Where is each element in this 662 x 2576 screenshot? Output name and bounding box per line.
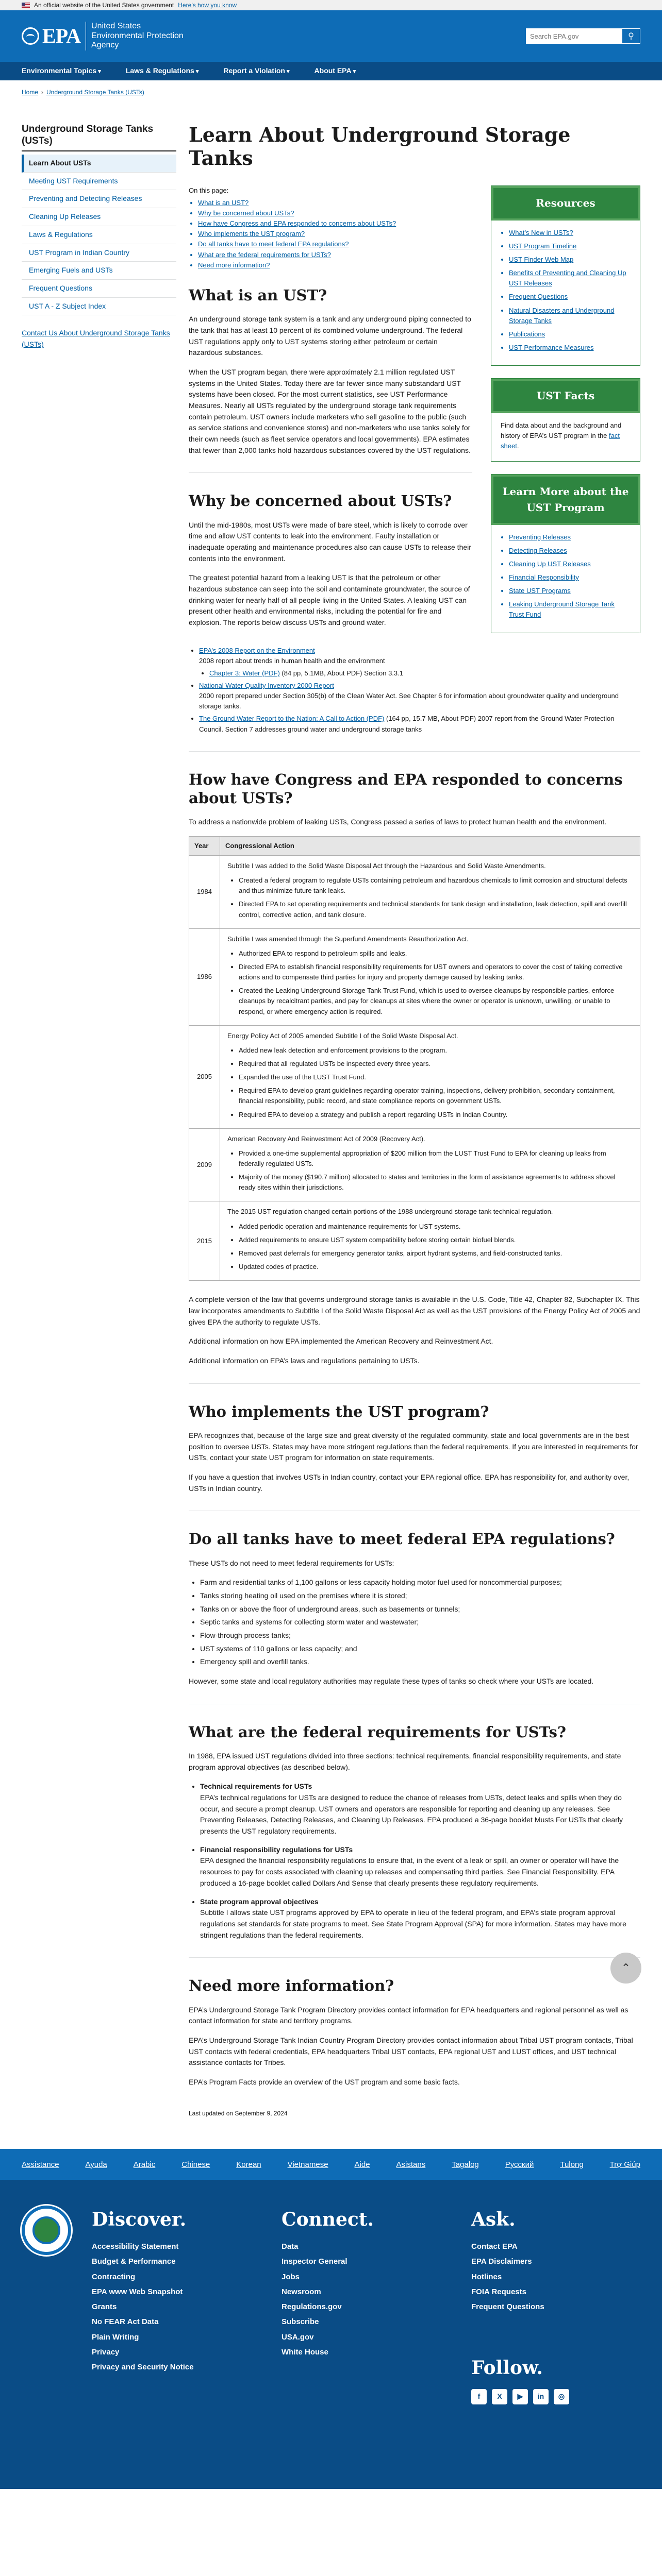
list-item [200, 1896, 640, 1941]
on-this-page-label: On this page: [189, 186, 229, 194]
year-cell: 2005 [189, 1025, 220, 1128]
sidebar [22, 123, 176, 2149]
footer-heading: Discover. [92, 2209, 187, 2231]
otp-link[interactable]: • How have Congress and EPA responded to concerns about USTs? [198, 218, 472, 229]
sidebar-item-emerging-fuels[interactable]: Emerging Fuels and USTs [22, 262, 176, 280]
requirement-title: • Financial responsibility regulations for USTs [200, 1845, 353, 1854]
youtube-icon[interactable]: ▶ [512, 2389, 528, 2404]
footer-link[interactable]: Hotlines [471, 2272, 502, 2281]
report-desc: 2008 report about trends in human health and the environment [199, 656, 385, 665]
language-link[interactable]: Tulong [560, 2160, 584, 2169]
sidebar-contact-link[interactable]: Contact Us About Underground Storage Tanks (USTs) [22, 329, 170, 348]
learn-more-link[interactable]: • Financial Responsibility [509, 572, 631, 583]
action-item: • Added periodic operation and maintenance requirements for UST systems. [239, 1222, 633, 1232]
x-icon[interactable]: X [492, 2389, 507, 2404]
action-item: • Created the Leaking Underground Storage Tank Trust Fund, which is used to oversee cleanups by responsible parties, enforce cleanups by recalcitrant parties, and pay for cleanups at sites where the owner or operator is unknown, unwilling, or unable to respond, or where emergency action is required. [239, 986, 633, 1016]
table-row [189, 1025, 640, 1128]
paragraph: Until the mid-1980s, most USTs were made of bare steel, which is likely to corrode over time and allow UST contents to leak into the environment. Faulty installation or inadequate operating and maintenance procedures also can cause USTs to release their contents into the environment. [189, 520, 471, 563]
nav-environmental-topics[interactable]: Environmental Topics ▾ [22, 65, 101, 77]
footer-link[interactable]: USA.gov [282, 2332, 314, 2342]
list-item: • Flow-through process tanks; [200, 1630, 640, 1641]
action-item: • Majority of the money ($190.7 million) allocated to states and territories in the form of assistance agreements to address shovel ready sites within their jurisdictions. [239, 1172, 633, 1193]
paragraph: To address a nationwide problem of leaking USTs, Congress passed a series of laws to protect human health and the environment. [189, 818, 607, 826]
table-row [189, 856, 640, 929]
section-heading-more: Need more information? [189, 1977, 394, 1995]
report-desc: (164 pp, 15.7 MB, About PDF) 2007 report from the Ground Water Protection Council. Section 7 addresses ground water and underground storage tanks [199, 715, 615, 733]
language-link[interactable]: Aide [354, 2160, 370, 2169]
section-heading-why: Why be concerned about USTs? [189, 492, 452, 510]
table-row [189, 1201, 640, 1281]
last-updated: Last updated on September 9, 2024 [189, 2109, 288, 2117]
action-item: • Authorized EPA to respond to petroleum spills and leaks. [239, 948, 633, 959]
footer-heading: Connect. [282, 2209, 374, 2231]
resources-title: Resources [491, 186, 640, 221]
sidebar-item-indian-country[interactable]: UST Program in Indian Country [22, 244, 176, 262]
paragraph: EPA’s Program Facts provide an overview of the UST program and some basic facts. [189, 2077, 460, 2086]
paragraph: An underground storage tank system is a tank and any underground piping connected to the tank that has at least 10 percent of its combined volume underground. The federal UST regulations apply only to UST systems storing either petroleum or certain hazardous substances. [189, 315, 471, 357]
main-content [189, 123, 640, 2149]
chevron-up-icon: ⌃ [621, 1961, 631, 1974]
section-heading-who: Who implements the UST program? [189, 1402, 489, 1420]
report-item [199, 646, 640, 666]
learn-more-link[interactable]: • State UST Programs [509, 586, 631, 596]
language-link[interactable]: Chinese [181, 2160, 210, 2169]
paragraph: EPA recognizes that, because of the large size and great diversity of the regulated community, state and local governments are in the best position to oversee USTs. States may have more stringent regulations than the federal requirements. If you are interested in requirements for USTs, contact your state UST program for information on state requirements. [189, 1431, 638, 1462]
search-form [526, 28, 640, 44]
facts-text: Find data about and the background and history of EPA’s UST program in the [501, 421, 622, 440]
divider [189, 1383, 640, 1384]
learn-more-box [491, 474, 640, 633]
footer-link[interactable]: Jobs [282, 2272, 300, 2281]
footer-heading: Follow. [471, 2357, 543, 2379]
year-cell: 1986 [189, 928, 220, 1025]
paragraph: These USTs do not need to meet federal requirements for USTs: [189, 1558, 394, 1567]
year-cell: 2009 [189, 1128, 220, 1201]
fact-sheet-link[interactable]: fact sheet [501, 432, 620, 450]
footer-link[interactable]: Privacy and Security Notice [92, 2363, 194, 2372]
footer-discover [92, 2206, 261, 2404]
footer-link[interactable]: Contact EPA [471, 2242, 518, 2251]
requirement-text: EPA designed the financial responsibility regulations to ensure that, in the event of a leak or spill, an owner or operator will have the resources to pay for costs associated with cleaning up releases and compensating third parties. See Financial Responsibility. EPA produced a 16-page booklet called Dollars And Sense that clearly presents these regulatory requirements. [200, 1856, 619, 1887]
footer-link[interactable]: Accessibility Statement [92, 2242, 179, 2251]
action-intro: American Recovery And Reinvestment Act of 2009 (Recovery Act). [227, 1134, 425, 1143]
footer-link[interactable]: EPA Disclaimers [471, 2257, 532, 2266]
footer-link[interactable]: Regulations.gov [282, 2302, 342, 2312]
report-link[interactable]: National Water Quality Inventory 2000 Report [199, 682, 334, 690]
agency-line-3: Agency [91, 41, 119, 50]
action-intro: Energy Policy Act of 2005 amended Subtitle I of the Solid Waste Disposal Act. [227, 1031, 458, 1040]
agency-line-2: Environmental Protection [91, 31, 184, 40]
agency-line-1: United States [91, 22, 141, 31]
report-desc: (84 pp, 5.1MB, About PDF) Section 3.3.1 [282, 669, 403, 677]
action-item: • Directed EPA to establish financial responsibility requirements for UST owners and operators to cover the cost of taking corrective actions and to compensate third parties for injury and property damage caused by leaking tanks. [239, 962, 633, 982]
report-link[interactable]: EPA’s 2008 Report on the Environment [199, 646, 315, 654]
paragraph: When the UST program began, there were approximately 2.1 million regulated UST systems in the United States. Today there are far fewer since many substandard UST systems have been closed. For the most current statistics, see UST Performance Measures. Nearly all USTs regulated by the underground storage tank requirements contain petroleum. UST owners include marketers who sell gasoline to the public (such as service stations and convenience stores) and non-marketers who use tanks solely for their own needs (such as fleet service operators and local governments). EPA estimates that fewer than 2,000 tanks hold hazardous substances covered by the UST regulations. [189, 367, 471, 454]
linkedin-icon[interactable]: in [533, 2389, 549, 2404]
sidebar-title: Underground Storage Tanks (USTs) [22, 123, 176, 152]
action-item: • Added requirements to ensure UST system compatibility before storing certain biofuel blends. [239, 1235, 633, 1245]
list-item: • UST systems of 110 gallons or less capacity; and [200, 1643, 640, 1655]
language-link[interactable]: Asistans [396, 2160, 426, 2169]
epa-globe-icon [22, 27, 39, 45]
list-item [200, 1844, 640, 1889]
list-item [200, 1781, 640, 1837]
otp-link[interactable]: • What are the federal requirements for USTs? [198, 250, 472, 260]
paragraph: If you have a question that involves USTs in Indian country, contact your EPA regional office. EPA has responsibility for, and authority over, USTs in Indian country. [189, 1472, 630, 1493]
breadcrumb [0, 80, 662, 103]
search-button[interactable] [622, 28, 640, 44]
learn-more-link[interactable]: • Preventing Releases [509, 532, 631, 543]
footer-link[interactable]: Data [282, 2242, 299, 2251]
report-item [199, 714, 640, 734]
action-intro: Subtitle I was amended through the Superfund Amendments Reauthorization Act. [227, 935, 469, 943]
language-link[interactable]: Korean [236, 2160, 261, 2169]
language-link[interactable]: Trợ Giúp [609, 2160, 640, 2169]
nav-report-violation[interactable]: Report a Violation ▾ [223, 65, 289, 77]
resource-link[interactable]: • Publications [509, 329, 631, 340]
exempt-list [200, 1577, 640, 1668]
site-footer [0, 2180, 662, 2489]
paragraph: However, some state and local regulatory authorities may regulate these types of tanks so check where your USTs are located. [189, 1677, 594, 1685]
paragraph: Additional information on how EPA implemented the American Recovery and Reinvestment Act. [189, 1337, 493, 1346]
footer-connect [282, 2206, 451, 2404]
sidebar-item-laws[interactable]: Laws & Regulations [22, 226, 176, 244]
divider [189, 1957, 640, 1958]
report-link[interactable]: Chapter 3: Water (PDF) [209, 669, 280, 677]
language-bar [0, 2149, 662, 2180]
learn-more-link[interactable]: • Leaking Underground Storage Tank Trust Fund [509, 599, 631, 620]
back-to-top-button[interactable] [610, 1953, 641, 1984]
footer-link[interactable]: Frequent Questions [471, 2302, 544, 2312]
requirement-title: • Technical requirements for USTs [200, 1782, 312, 1791]
language-link[interactable]: Tagalog [452, 2160, 479, 2169]
footer-link[interactable]: Newsroom [282, 2287, 321, 2296]
resource-link[interactable]: • UST Program Timeline [509, 241, 631, 251]
learn-more-link[interactable]: • Cleaning Up UST Releases [509, 559, 631, 569]
list-item: • Tanks storing heating oil used on the premises where it is stored; [200, 1590, 640, 1602]
footer-link[interactable]: No FEAR Act Data [92, 2317, 159, 2327]
sidebar-item-preventing[interactable]: Preventing and Detecting Releases [22, 190, 176, 208]
footer-link[interactable]: Inspector General [282, 2257, 347, 2266]
heres-how-link[interactable]: Here’s how you know [178, 2, 237, 9]
resources-box [491, 185, 640, 366]
action-item: • Required EPA to develop a strategy and publish a report regarding USTs in Indian Country. [239, 1110, 633, 1120]
list-item: • Farm and residential tanks of 1,100 gallons or less capacity holding motor fuel used for noncommercial purposes; [200, 1577, 640, 1588]
instagram-icon[interactable]: ◎ [554, 2389, 569, 2404]
action-cell [220, 1128, 640, 1201]
epa-seal-logo [22, 2206, 71, 2255]
table-row [189, 1128, 640, 1201]
federal-requirements-list [200, 1781, 640, 1941]
report-list [189, 646, 640, 735]
col-action: Congressional Action [220, 836, 640, 855]
paragraph: A complete version of the law that governs underground storage tanks is available in the U.S. Code, Title 42, Chapter 82, Subchapter IX. This law incorporates amendments to Subtitle I of the Solid Waste Disposal Act as well as the UST provisions of the Energy Policy Act of 2005 and gives EPA the authority to regulate USTs. [189, 1295, 640, 1326]
action-item: • Updated codes of practice. [239, 1262, 633, 1272]
sidebar-item-learn[interactable]: Learn About USTs [22, 155, 176, 173]
right-rail [491, 185, 640, 646]
resource-link[interactable]: • Natural Disasters and Underground Storage Tanks [509, 306, 631, 326]
paragraph: Additional information on EPA’s laws and regulations pertaining to USTs. [189, 1356, 420, 1365]
breadcrumb-usts[interactable]: Underground Storage Tanks (USTs) [46, 89, 144, 96]
year-cell: 1984 [189, 856, 220, 929]
facts-box [491, 378, 640, 461]
action-item: • Expanded the use of the LUST Trust Fund. [239, 1072, 633, 1082]
action-item: • Created a federal program to regulate USTs containing petroleum and hazardous chemicals to limit corrosion and structural defects and thus minimize future tank leaks. [239, 875, 633, 896]
footer-link[interactable]: FOIA Requests [471, 2287, 526, 2296]
language-link[interactable]: Vietnamese [287, 2160, 328, 2169]
on-this-page [189, 185, 472, 270]
resource-link[interactable]: • What’s New in USTs? [509, 228, 631, 238]
list-item: • Tanks on or above the floor of underground areas, such as basements or tunnels; [200, 1604, 640, 1615]
requirement-title: • State program approval objectives [200, 1897, 319, 1906]
page-title: Learn About Underground Storage Tanks [189, 123, 571, 170]
otp-link[interactable]: • Why be concerned about USTs? [198, 208, 472, 218]
section-heading-doall: Do all tanks have to meet federal EPA regulations? [189, 1530, 615, 1548]
learn-more-title: Learn More about the UST Program [491, 474, 640, 525]
paragraph: EPA’s Underground Storage Tank Indian Country Program Directory provides contact information about Tribal UST program contacts, Tribal UST contacts with federal credentials, EPA headquarters Tribal UST contacts, EPA regional UST and LUST offices, and UST technical assistance contacts for Tribes. [189, 2036, 633, 2067]
facts-title: UST Facts [491, 379, 640, 413]
search-icon: ⚲ [628, 32, 634, 41]
table-row [189, 928, 640, 1025]
language-link[interactable]: Arabic [133, 2160, 156, 2169]
footer-heading: Ask. [471, 2209, 516, 2231]
report-link[interactable]: The Ground Water Report to the Nation: A Call to Action (PDF) [199, 715, 385, 723]
breadcrumb-separator: › [41, 89, 44, 96]
nav-laws-regulations[interactable]: Laws & Regulations ▾ [126, 65, 199, 77]
main-nav [0, 62, 662, 80]
sidebar-item-a-z[interactable]: UST A - Z Subject Index [22, 298, 176, 316]
official-banner [0, 0, 662, 10]
action-cell [220, 1025, 640, 1128]
resource-link[interactable]: • UST Finder Web Map [509, 255, 631, 265]
divider [189, 472, 472, 473]
footer-link[interactable]: Plain Writing [92, 2332, 139, 2342]
footer-ask [471, 2206, 640, 2404]
section-heading-congress: How have Congress and EPA responded to concerns about USTs? [189, 770, 623, 807]
sidebar-item-faq[interactable]: Frequent Questions [22, 280, 176, 298]
footer-link[interactable]: Contracting [92, 2272, 136, 2281]
paragraph: The greatest potential hazard from a leaking UST is that the petroleum or other hazardous substance can seep into the soil and contaminate groundwater, the source of drinking water for nearly half of all people living in the United States. A leaking UST can present other health and environmental risks, including the potential for fire and explosion. The reports below discuss USTs and ground water. [189, 573, 470, 627]
site-header [0, 10, 662, 62]
section-heading-fed: What are the federal requirements for USTs? [189, 1723, 566, 1741]
requirement-text: Subtitle I allows state UST programs approved by EPA to operate in lieu of the federal program, and EPA’s state program approval regulations set standards for state programs to meet. See State Program Approval (SPA) for more information. States may have more stringent regulations than the federal requirements. [200, 1908, 626, 1939]
language-link[interactable]: Assistance [22, 2160, 59, 2169]
year-cell: 2015 [189, 1201, 220, 1281]
footer-link[interactable]: White House [282, 2347, 328, 2357]
action-intro: The 2015 UST regulation changed certain portions of the 1988 underground storage tank technical regulation. [227, 1208, 553, 1216]
otp-link[interactable]: • What is an UST? [198, 198, 472, 208]
paragraph: In 1988, EPA issued UST regulations divided into three sections: technical requirements, financial responsibility requirements, and state program approval objectives (as described below). [189, 1751, 621, 1771]
paragraph: EPA’s Underground Storage Tank Program Directory provides contact information for EPA headquarters and regional personnel as well as contact information for state and territory programs. [189, 2005, 628, 2025]
action-cell [220, 1201, 640, 1281]
footer-link[interactable]: Budget & Performance [92, 2257, 176, 2266]
resource-link[interactable]: • UST Performance Measures [509, 343, 631, 353]
action-cell [220, 928, 640, 1025]
footer-link[interactable]: Grants [92, 2302, 117, 2312]
learn-more-link[interactable]: • Detecting Releases [509, 546, 631, 556]
congress-table [189, 836, 640, 1281]
language-link[interactable]: Русский [505, 2160, 534, 2169]
resource-link[interactable]: • Benefits of Preventing and Cleaning Up UST Releases [509, 268, 631, 289]
action-item: • Directed EPA to set operating requirements and technical standards for tank design and installation, leak detection, spill and overfill control, corrective action, and tank closure. [239, 899, 633, 920]
action-item: • Required EPA to develop grant guidelines regarding operator training, inspections, delivery prohibition, secondary containment, financial responsibility, public record, and state compliance reports on government USTs. [239, 1086, 633, 1106]
report-item [209, 668, 640, 679]
us-flag-icon [22, 3, 30, 8]
report-item [199, 681, 640, 711]
facts-end: . [517, 442, 519, 450]
footer-link[interactable]: Privacy [92, 2347, 120, 2357]
list-item: • Septic tanks and systems for collecting storm water and wastewater; [200, 1617, 640, 1628]
otp-link[interactable]: • Do all tanks have to meet federal EPA regulations? [198, 239, 472, 249]
action-intro: Subtitle I was added to the Solid Waste Disposal Act through the Hazardous and Solid Waste Amendments. [227, 862, 546, 870]
action-item: • Required that all regulated USTs be inspected every three years. [239, 1059, 633, 1069]
breadcrumb-home[interactable]: Home [22, 89, 39, 96]
action-item: • Added new leak detection and enforcement provisions to the program. [239, 1045, 633, 1056]
requirement-text: EPA’s technical regulations for USTs are designed to reduce the chance of releases from USTs, detect leaks and spills when they do occur, and secure a prompt cleanup. UST owners and operators are responsible for reporting and cleaning up any releases. See Preventing Releases, Detecting Releases, and Cleaning Up Releases. EPA produced a 36-page booklet Musts For USTs that clearly presents the UST regulatory requirements. [200, 1793, 623, 1836]
sidebar-item-meeting[interactable]: Meeting UST Requirements [22, 173, 176, 191]
divider [189, 751, 640, 752]
section-heading-what: What is an UST? [189, 286, 327, 304]
search-input[interactable] [526, 28, 622, 44]
facebook-icon[interactable]: f [471, 2389, 487, 2404]
logo-text: EPA [42, 24, 81, 47]
col-year: Year [189, 836, 220, 855]
action-item: • Removed past deferrals for emergency generator tanks, airport hydrant systems, and field-constructed tanks. [239, 1248, 633, 1259]
report-desc: 2000 report prepared under Section 305(b) of the Clean Water Act. See Chapter 6 for information about groundwater quality and underground storage tanks. [199, 692, 619, 710]
action-item: • Provided a one-time supplemental appropriation of $200 million from the LUST Trust Fund to EPA for cleaning up leaks from federally regulated USTs. [239, 1148, 633, 1169]
nav-about-epa[interactable]: About EPA ▾ [315, 65, 356, 77]
otp-link[interactable]: • Who implements the UST program? [198, 229, 472, 239]
list-item: • Emergency spill and overfill tanks. [200, 1656, 640, 1668]
language-link[interactable]: Ayuda [85, 2160, 107, 2169]
sidebar-item-cleaning[interactable]: Cleaning Up Releases [22, 208, 176, 226]
footer-link[interactable]: EPA www Web Snapshot [92, 2287, 183, 2296]
otp-link[interactable]: • Need more information? [198, 260, 472, 270]
action-cell [220, 856, 640, 929]
footer-link[interactable]: Subscribe [282, 2317, 319, 2327]
official-text: An official website of the United States government [34, 2, 174, 9]
resource-link[interactable]: • Frequent Questions [509, 292, 631, 302]
epa-logo[interactable] [22, 20, 184, 52]
